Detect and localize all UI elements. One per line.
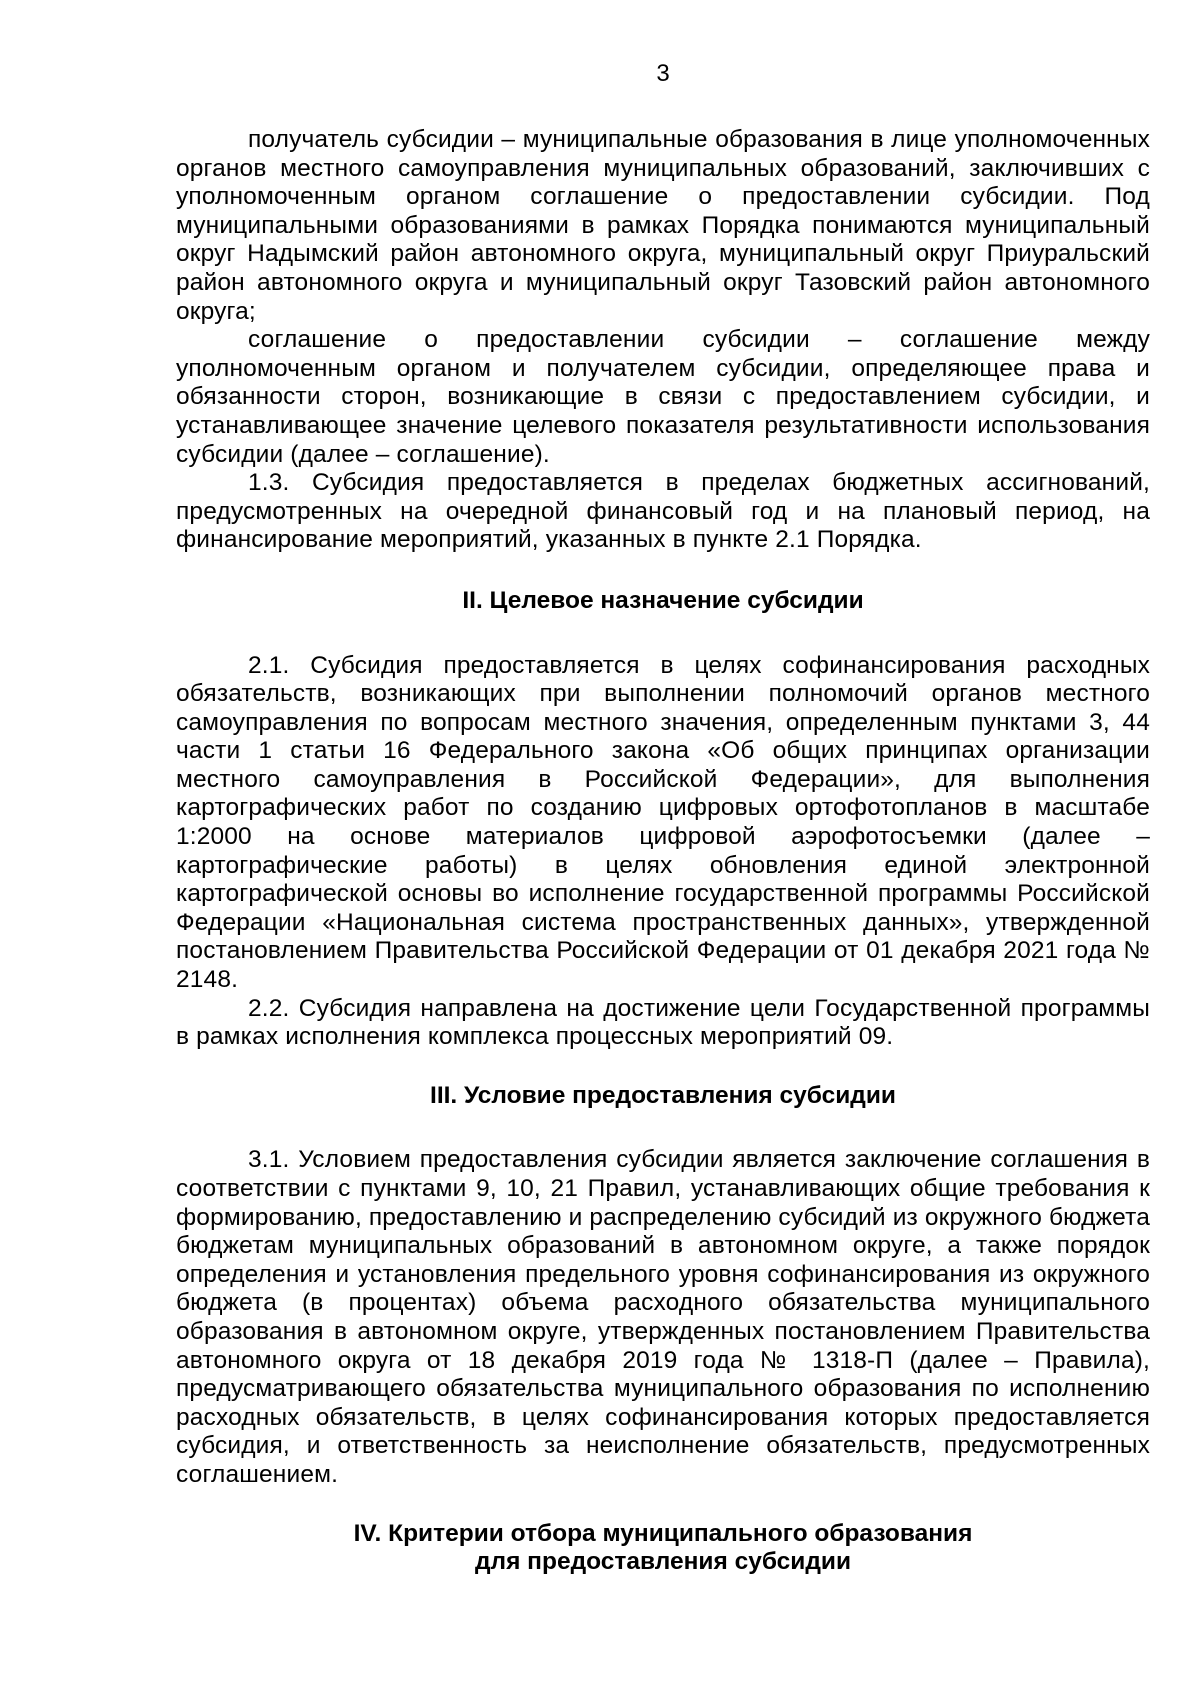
paragraph-1-3: 1.3. Субсидия предоставляется в пределах бюджетных ассигнований, предусмотренных на очередной финансовый год и на плановый период, на финансирование мероприятий, указанных в пункте 2.1 Порядка.: [176, 469, 1150, 554]
section-4-heading-line1: IV. Критерии отбора муниципального образования: [353, 1519, 973, 1547]
section-4-heading-line2: для предоставления субсидии: [474, 1548, 852, 1576]
paragraph-agreement-definition: соглашение о предоставлении субсидии – соглашение между уполномоченным органом и получателем субсидии, определяющее права и обязанности сторон, возникающие в связи с предоставлением субсидии, и устанавливающее значение целевого показателя результативности использования субсидии (далее – соглашение).: [176, 326, 1150, 468]
section-2-heading: II. Целевое назначение субсидии: [462, 586, 864, 614]
page-number: 3: [656, 60, 670, 87]
section-4-heading: [176, 1520, 1150, 1577]
paragraph-3-1: 3.1. Условием предоставления субсидии является заключение соглашения в соответствии с пунктами 9, 10, 21 Правил, устанавливающих общие требования к формированию, предоставлению и распределению субсидий из окружного бюджета бюджетам муниципальных образований в автономном округе, а также порядок определения и установления предельного уровня софинансирования из окружного бюджета (в процентах) объема расходного обязательства муниципального образования в автономном округе, утвержденных постановлением Правительства автономного округа от 18 декабря 2019 года № 1318-П (далее – Правила), предусматривающего обязательства муниципального образования по исполнению расходных обязательств, в целях софинансирования которых предоставляется субсидия, и ответственность за неисполнение обязательств, предусмотренных соглашением.: [176, 1146, 1150, 1488]
document-page: [176, 60, 1150, 1577]
paragraph-2-2: 2.2. Субсидия направлена на достижение цели Государственной программы в рамках исполнения комплекса процессных мероприятий 09.: [176, 994, 1150, 1051]
section-3-heading: III. Условие предоставления субсидии: [430, 1081, 896, 1109]
paragraph-recipient-definition: получатель субсидии – муниципальные образования в лице уполномоченных органов местного самоуправления муниципальных образований, заключивших с уполномоченным органом соглашение о предоставлении субсидии. Под муниципальными образованиями в рамках Порядка понимаются муниципальный округ Надымский район автономного округа, муниципальный округ Приуральский район автономного округа и муниципальный округ Тазовский район автономного округа;: [176, 126, 1150, 325]
paragraph-2-1: 2.1. Субсидия предоставляется в целях софинансирования расходных обязательств, возникающих при выполнении полномочий органов местного самоуправления по вопросам местного значения, определенным пунктами 3, 44 части 1 статьи 16 Федерального закона «Об общих принципах организации местного самоуправления в Российской Федерации», для выполнения картографических работ по созданию цифровых ортофотопланов в масштабе 1:2000 на основе материалов цифровой аэрофотосъемки (далее – картографические работы) в целях обновления единой электронной картографической основы во исполнение государственной программы Российской Федерации «Национальная система пространственных данных», утвержденной постановлением Правительства Российской Федерации от 01 декабря 2021 года № 2148.: [176, 651, 1150, 994]
